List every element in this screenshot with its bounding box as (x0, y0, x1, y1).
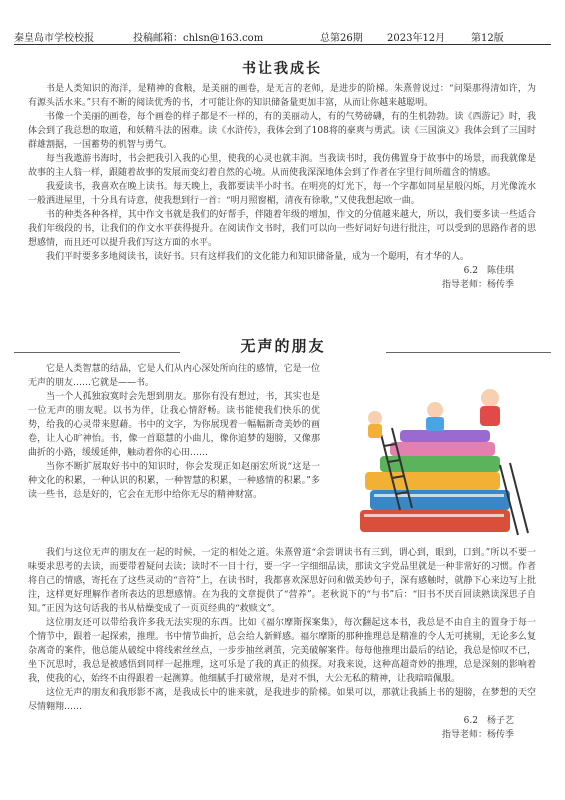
school-name: 秦皇岛市学校校报 (14, 32, 94, 44)
kids-reading-books-illustration (340, 370, 540, 550)
paragraph: 我爱读书，我喜欢在晚上读书。每天晚上，我都要读半小时书。在明亮的灯光下，每一个字都如同星星般闪烁，月光像流水一般洒进屋里，十分具有诗意，使我想到行一首：“明月照窗楣，清夜有徐歌，”又使我想起欧一曲。 (28, 182, 536, 206)
teacher: 指导老师：杨传季 (441, 730, 514, 740)
paragraph: 我们与这位无声的朋友在一起的时候，一定的相处之道。朱熹曾道“余尝谓读书有三到，谓心到，眼到，口到。”所以不要一味要求思考的去读，而要带着疑问去读；读时不一目十行，要一字一字细细品读，那读文字党品里就是一种非常好的习惯。作者将自己的情感，寄托在了这些灵动的“音符”上，在读书时，我都喜欢深思好问和做美妙句子，深有感触时，就静下心来边写上批注，这样更好理解作者所表达的思想感情。在为我的文章提供了“营养”。老秋说下的“与书”后：“旧书不厌百回读熟读深思子自知。”正因为这句话我的书从枯燥变成了一页页经典的“救赎文”。 (28, 548, 536, 614)
paragraph: 当你不断扩展取好书中的知识时，你会发现正如赵丽宏所说“这是一种文化的积累，一种认识的积累，一种智慧的积累，一种感情的积累。”多读一些书，总是好的，它会在无形中给你无尽的精神财富。 (28, 462, 320, 500)
article-title: 无声的朋友 (180, 335, 386, 356)
teacher: 指导老师：杨传季 (441, 280, 514, 290)
paragraph: 它是人类智慧的结晶，它是人们从内心深处所向往的感情，它是一位无声的朋友……它就是——书。 (28, 364, 320, 388)
paragraph: 我们平时要多多地阅读书，读好书。只有这样我们的文化能力和知识储备量，成为一个聪明，有才华的人。 (46, 252, 470, 262)
paragraph: 这位朋友还可以带给我许多我无法实现的东西。比如《福尔摩斯探案集》，每次翻起这本书，我总是不由自主的置身于每一个情节中，跟着一起探索，推理。书中情节曲折，总会给人新鲜感。福尔摩斯的那种推理总是精准的令人无可挑剔，无论多么复杂离奇的案件，他总能从破绽中将线索丝丝点，一步步抽丝剥茧，完美破解案件。每每他推理出最后的结论，我总是惊叹不已，坐下沉思时，我总是被感悟到同样一起推理，这可乐是了我的真正的侦探。对我来说，这种高超奇妙的推理，总是深刻的影响着我，使我的心，始终不由得跟着一起测算。他细腻手打破常规，是对不惧，大公无私的精神，让我暗暗佩服。 (28, 618, 536, 684)
paragraph: 书的种类各种各样，其中作文书就是我们的好帮手，伴随着年级的增加，作文的分值越来越大，所以，我们要多读一些适合我们年级段的书，让我们的作文水平获得提升。在阅读作文书时，我们可以向一些好词好句进行批注，可以受到的思路作者的思想感情，而且还可以提升我们写这方面的水平。 (28, 210, 536, 248)
submission-email: 投稿邮箱：chlsn@163.com (133, 32, 264, 44)
issue-date: 2023年12月 (387, 32, 446, 44)
paragraph: 当一个人孤独寂寞时会先想到朋友。那你有没有想过，书，其实也是一位无声的朋友呢。以书为伴，让我心情舒畅。读书能使我们快乐的优势，给我的心灵带来慰藉。书中的文字，为你展现着一幅幅新奇美妙的画卷，让人心旷神怡。书，像一首聪慧的小曲儿，像你追梦的翅膀，又像那曲折的小路，缓缓延伸，触动着你的心田…… (28, 392, 320, 458)
article-silent-friend-body (28, 546, 536, 742)
paragraph: 书是人类知识的海洋，是精神的食粮，是美丽的画卷，是无言的老师，是进步的阶梯。朱熹曾说过：“问渠那得清如许，为有源头活水来。”只有不断的阅读优秀的书，才可能让你的知识储备量更加丰富，从而让你越来越聪明。 (28, 84, 536, 108)
article-silent-friend-intro (28, 362, 320, 502)
author: 6.2 杨子艺 (463, 716, 514, 726)
page-number: 第12版 (471, 32, 504, 44)
paragraph: 这位无声的朋友和我形影不离，是我成长中的谁来就，是我进步的阶梯。如果可以，那就让我插上书的翅膀，在梦想的天空尽情翱翔…… (28, 688, 536, 712)
newspaper-header (14, 28, 551, 45)
article-book-growth (28, 62, 536, 292)
paragraph: 每当我遨游书海时，书会把我引入我的心里，使我的心灵也就丰润。当我读书时，我仿佛置身于故事中的场景，而我就像是故事的主人翁一样，跟随着故事的发展而变幻着自然的心境。从而使我深深地体会到了作者在字里行间所蕴含的情感。 (28, 154, 536, 178)
author: 6.2 陈佳琪 (463, 266, 514, 276)
article-title: 书让我成长 (242, 61, 322, 77)
issue-number: 总第26期 (320, 32, 363, 44)
paragraph: 书像一个美丽的画卷，每个画卷的样子都是不一样的，有的美丽动人，有的气势磅礴，有的生机勃勃。读《西游记》时，我体会到了我总想的取道，和妖精斗法的困难。读《水浒传》，我体会到了108将的豪爽与勇武。读《三国演义》我体会到了三国时群雄割据，一国蓄势的机智与勇气。 (28, 112, 536, 150)
